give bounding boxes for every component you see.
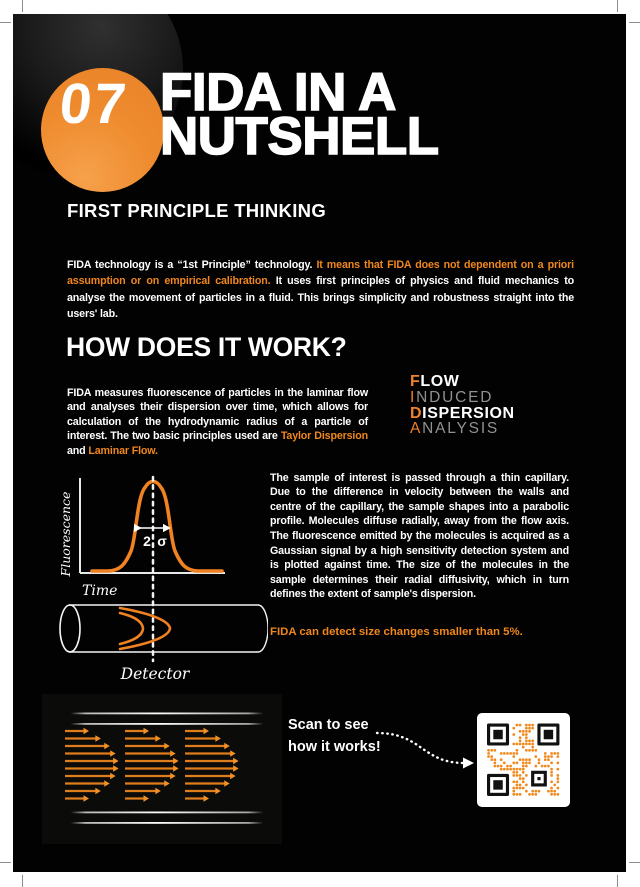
x-axis-label: Time (82, 583, 118, 599)
arrowhead-icon (463, 758, 474, 769)
crop-mark (0, 862, 11, 863)
fida-logo-lead-letter: F (410, 373, 421, 390)
fida-logo-rest: LOW (420, 373, 460, 390)
highlight-note: FIDA can detect size changes smaller than 5%. (270, 626, 523, 638)
qr-code (477, 713, 570, 807)
fida-logo-line (410, 406, 515, 422)
fida-logo-line (410, 421, 515, 437)
crop-mark (617, 875, 618, 887)
dotted-pointer-arrow (370, 725, 482, 773)
how-heading: HOW DOES IT WORK? (66, 332, 347, 362)
laminar-flow-panel (42, 694, 282, 844)
parabolic-profile-inner (120, 613, 143, 644)
page-title-line1: FIDA IN A (160, 63, 396, 122)
fida-logo-line (410, 374, 515, 390)
fida-logo-line (410, 390, 515, 406)
tube-wall-line (70, 812, 264, 814)
crop-mark (629, 862, 640, 863)
gaussian-capillary-diagram (58, 462, 268, 687)
crop-mark (22, 875, 23, 887)
fida-logo-lead-letter: A (410, 420, 423, 438)
poster-background (13, 14, 626, 872)
crop-mark (629, 22, 640, 23)
page-title (160, 63, 439, 166)
crop-mark (617, 0, 618, 12)
fida-logo-lead-letter: D (410, 404, 423, 422)
how-connector: and (67, 445, 89, 458)
intro-text-white-1: FIDA technology is a “1st Principle” technology. (67, 258, 317, 271)
fida-logo-rest: NALYSIS (422, 420, 500, 438)
chapter-number: 07 (56, 72, 131, 136)
explain-paragraph: The sample of interest is passed through a thin capillary. Due to the difference in velocity between the walls and centre of the capillary, the sample shapes into a parabolic profile. Molecules diffuse radially, away from the flow axis. The fluorescence emitted by the molecules is acquired as a Gaussian signal by a high sensitivity detection system and is plotted against time. The size of the molecules in the sample determines their radial diffusivity, which in turn defines the extent of sample's dispersion. (270, 471, 569, 601)
intro-paragraph (67, 257, 574, 323)
detector-label: Detector (120, 665, 190, 683)
capillary-tube (60, 605, 268, 652)
page-title-line2: NUTSHELL (160, 107, 439, 166)
crop-mark (0, 22, 11, 23)
how-principle-taylor: Taylor Dispersion (280, 430, 369, 443)
intro-text-orange: It means that FIDA does not dependent on a priori assumption or on empirical calibration. (67, 258, 574, 288)
fida-logo-rest: NDUCED (416, 388, 494, 406)
fida-logo (410, 374, 515, 437)
scan-line2: how it works! (288, 739, 381, 755)
tube-wall-line (70, 822, 264, 824)
how-principle-laminar: Laminar Flow. (88, 445, 158, 458)
gaussian-curve (92, 482, 222, 572)
subtitle-first-principle: FIRST PRINCIPLE THINKING (67, 200, 327, 221)
intro-text-white-2: It uses first principles of physics and fluid mechanics to analyse the movement of particles in a fluid. This brings simplicity and robustness straight into the users' lab. (67, 275, 574, 321)
fida-logo-rest: ISPERSION (422, 404, 515, 422)
fida-logo-lead-letter: I (410, 388, 417, 406)
scan-line1: Scan to see (288, 717, 369, 733)
how-paragraph (67, 386, 368, 459)
scan-callout (288, 714, 381, 758)
tube-wall-line (70, 723, 264, 725)
tube-wall-line (70, 713, 264, 715)
sigma-label-sigma: σ (157, 533, 167, 549)
crop-mark (22, 0, 23, 12)
sigma-label-2: 2 (143, 533, 151, 549)
how-text-white: FIDA measures fluorescence of particles in the laminar flow and analyses their dispersion over time, which allows for calculation of the hydrodynamic radius of a particle of interest. The two basic principles used are (67, 386, 368, 443)
laminar-flow-arrows (42, 694, 282, 844)
y-axis-label: Fluorescence (58, 491, 73, 577)
